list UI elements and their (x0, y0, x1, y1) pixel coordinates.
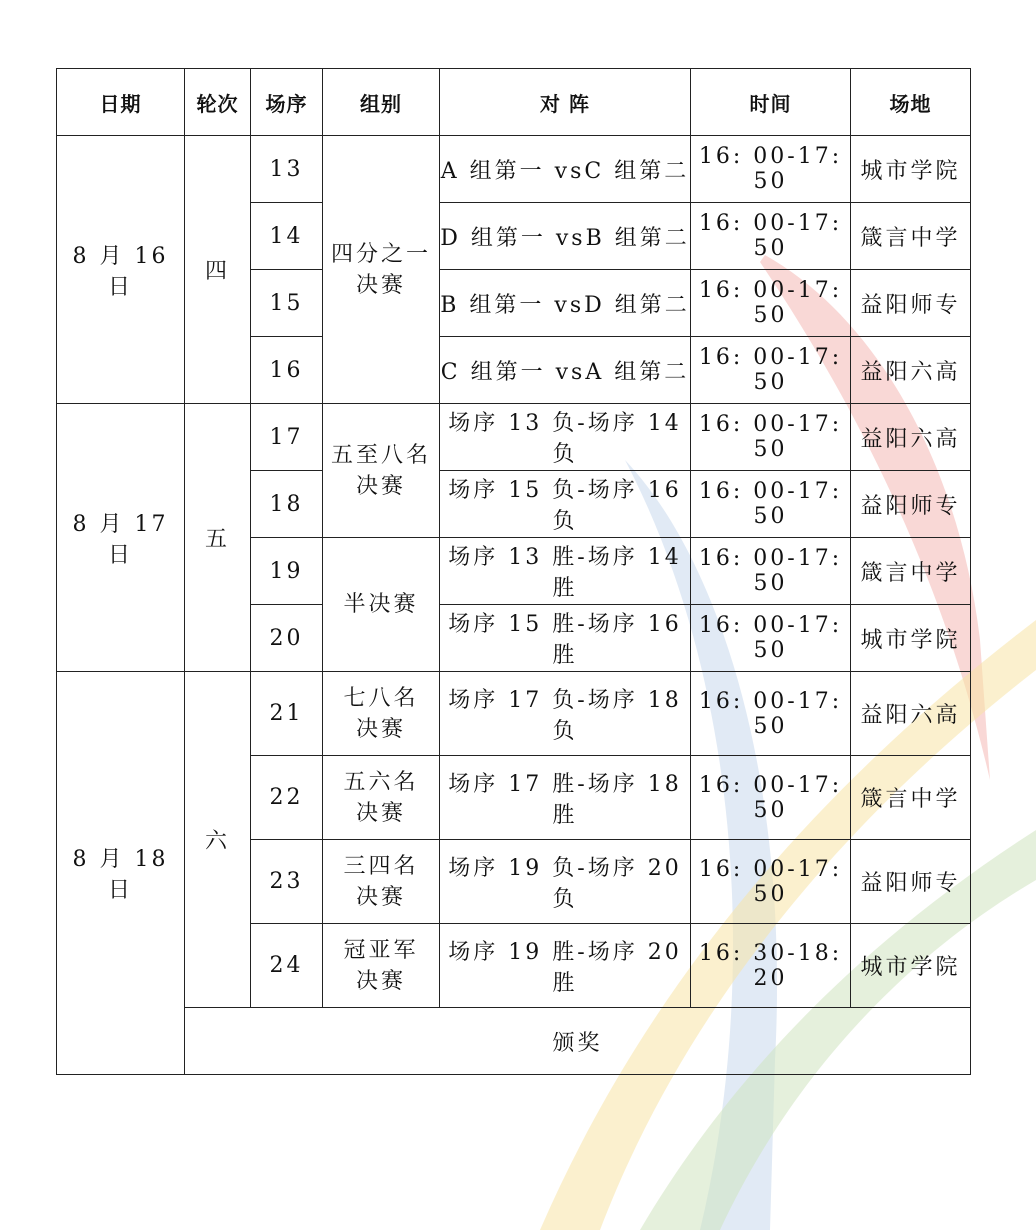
header-matchup: 对 阵 (440, 69, 691, 136)
group-line: 七八名 (343, 685, 419, 711)
table-row (57, 136, 971, 203)
matchup-cell: 场序 15 负-场序 16 负 (440, 471, 691, 538)
header-match-no: 场序 (251, 69, 323, 136)
time-cell: 16: 00-17: 50 (691, 337, 851, 404)
header-time: 时间 (691, 69, 851, 136)
header-date: 日期 (57, 69, 185, 136)
group-cell (323, 756, 440, 840)
match-no-cell: 15 (251, 270, 323, 337)
venue-cell: 箴言中学 (851, 203, 971, 270)
group-line: 三四名 (343, 853, 419, 879)
table-row (57, 404, 971, 471)
match-schedule-table (56, 68, 971, 1075)
matchup-cell: A 组第一 vsC 组第二 (440, 136, 691, 203)
match-no-cell: 17 (251, 404, 323, 471)
match-no-cell: 23 (251, 840, 323, 924)
match-no-cell: 19 (251, 538, 323, 605)
time-cell: 16: 00-17: 50 (691, 404, 851, 471)
date-cell: 8 月 17 日 (57, 404, 185, 672)
time-cell: 16: 00-17: 50 (691, 270, 851, 337)
header-group: 组别 (323, 69, 440, 136)
venue-cell: 益阳师专 (851, 840, 971, 924)
time-cell: 16: 00-17: 50 (691, 471, 851, 538)
group-line: 决赛 (355, 716, 406, 742)
group-line: 决赛 (355, 800, 406, 826)
award-cell: 颁奖 (185, 1008, 971, 1075)
match-no-cell: 20 (251, 605, 323, 672)
matchup-cell: 场序 15 胜-场序 16 胜 (440, 605, 691, 672)
round-cell: 六 (185, 672, 251, 1008)
group-cell (323, 538, 440, 672)
group-line: 五六名 (343, 769, 419, 795)
date-cell: 8 月 18 日 (57, 672, 185, 1075)
time-cell: 16: 00-17: 50 (691, 538, 851, 605)
table-row (57, 672, 971, 756)
time-cell: 16: 00-17: 50 (691, 672, 851, 756)
time-cell: 16: 00-17: 50 (691, 605, 851, 672)
match-no-cell: 24 (251, 924, 323, 1008)
venue-cell: 益阳六高 (851, 672, 971, 756)
time-cell: 16: 00-17: 50 (691, 136, 851, 203)
header-venue: 场地 (851, 69, 971, 136)
group-line: 决赛 (355, 884, 406, 910)
time-cell: 16: 30-18: 20 (691, 924, 851, 1008)
matchup-cell: 场序 19 负-场序 20 负 (440, 840, 691, 924)
matchup-cell: 场序 17 胜-场序 18 胜 (440, 756, 691, 840)
award-row (57, 1008, 971, 1075)
match-no-cell: 14 (251, 203, 323, 270)
venue-cell: 益阳师专 (851, 270, 971, 337)
group-line: 冠亚军 (343, 937, 419, 963)
group-line: 五至八名 (330, 442, 431, 468)
matchup-cell: 场序 13 胜-场序 14 胜 (440, 538, 691, 605)
group-cell (323, 840, 440, 924)
group-line: 决赛 (355, 473, 406, 499)
venue-cell: 益阳师专 (851, 471, 971, 538)
header-row (57, 69, 971, 136)
match-no-cell: 18 (251, 471, 323, 538)
group-line: 半决赛 (343, 592, 419, 617)
matchup-cell: 场序 19 胜-场序 20 胜 (440, 924, 691, 1008)
group-cell (323, 136, 440, 404)
venue-cell: 城市学院 (851, 136, 971, 203)
header-round: 轮次 (185, 69, 251, 136)
round-cell: 五 (185, 404, 251, 672)
group-cell (323, 924, 440, 1008)
venue-cell: 城市学院 (851, 605, 971, 672)
matchup-cell: C 组第一 vsA 组第二 (440, 337, 691, 404)
group-line: 决赛 (355, 968, 406, 994)
match-no-cell: 22 (251, 756, 323, 840)
group-cell (323, 672, 440, 756)
time-cell: 16: 00-17: 50 (691, 756, 851, 840)
match-no-cell: 16 (251, 337, 323, 404)
round-cell: 四 (185, 136, 251, 404)
venue-cell: 箴言中学 (851, 538, 971, 605)
matchup-cell: B 组第一 vsD 组第二 (440, 270, 691, 337)
time-cell: 16: 00-17: 50 (691, 840, 851, 924)
group-cell (323, 404, 440, 538)
group-line: 四分之一 (330, 241, 431, 267)
time-cell: 16: 00-17: 50 (691, 203, 851, 270)
date-cell: 8 月 16 日 (57, 136, 185, 404)
matchup-cell: D 组第一 vsB 组第二 (440, 203, 691, 270)
group-line: 决赛 (355, 272, 406, 298)
matchup-cell: 场序 17 负-场序 18 负 (440, 672, 691, 756)
venue-cell: 箴言中学 (851, 756, 971, 840)
match-no-cell: 13 (251, 136, 323, 203)
matchup-cell: 场序 13 负-场序 14 负 (440, 404, 691, 471)
venue-cell: 益阳六高 (851, 404, 971, 471)
venue-cell: 益阳六高 (851, 337, 971, 404)
match-no-cell: 21 (251, 672, 323, 756)
venue-cell: 城市学院 (851, 924, 971, 1008)
